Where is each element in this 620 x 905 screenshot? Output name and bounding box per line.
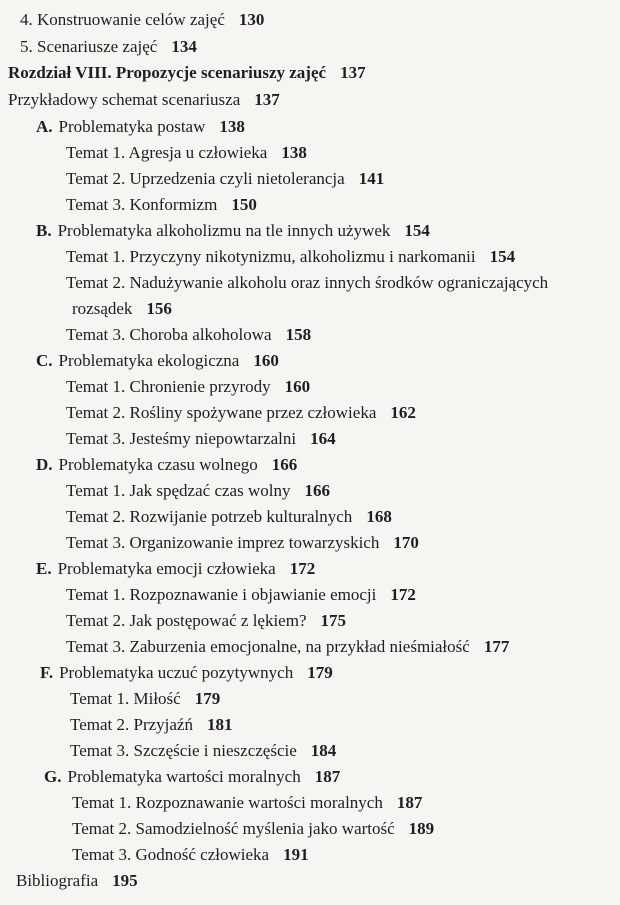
toc-topic [66,324,311,346]
toc-topic [70,740,336,762]
toc-page-number: 168 [366,507,392,526]
toc-topic [66,428,336,450]
toc-page-number: 154 [489,247,516,266]
toc-page-number: 170 [393,533,419,552]
toc-entry [8,89,280,111]
toc-page-number: 166 [271,455,298,474]
toc-entry-label: Problematyka czasu wolnego [58,455,258,474]
toc-section [36,558,315,580]
toc-topic [66,610,346,632]
toc-page-number: 191 [283,845,309,864]
toc-page-number: 158 [285,325,312,344]
toc-page-number: 160 [284,377,311,396]
toc-entry-label: Rozdział VIII. Propozycje scenariuszy zajęć [8,63,327,82]
toc-topic [66,506,392,528]
toc-topic [66,532,419,554]
toc-entry-label: Temat 3. Organizowanie imprez towarzyskich [66,533,380,552]
toc-topic-continuation [66,298,172,320]
toc-section-letter: B. [36,221,52,240]
toc-topic [66,246,515,268]
toc-page-number: 179 [307,663,333,682]
toc-entry-label: Temat 3. Szczęście i nieszczęście [70,741,297,760]
toc-section [44,766,340,788]
toc-page-number: 184 [310,741,337,760]
toc-section-letter: E. [36,559,52,578]
toc-section-letter: A. [36,117,53,136]
toc-page-number: 138 [281,143,307,162]
toc-section-letter: C. [36,351,53,370]
toc-entry-label: Problematyka uczuć pozytywnych [59,663,294,682]
toc-page-number: 130 [238,10,265,29]
toc-section [36,220,430,242]
toc-topic [66,584,416,606]
toc-topic [66,376,310,398]
toc-topic [70,714,232,736]
toc-entry-bibliography [16,870,138,892]
toc-section [36,116,245,138]
toc-entry-label: Problematyka ekologiczna [58,351,240,370]
toc-entry-label: Temat 3. Godność człowieka [72,845,270,864]
toc-topic [66,272,548,294]
toc-topic [66,480,330,502]
toc-page-number: 154 [404,221,430,240]
toc-entry-label: Temat 3. Choroba alkoholowa [66,325,272,344]
toc-page-number: 134 [171,37,197,56]
toc-topic [70,688,220,710]
toc-section-letter: D. [36,455,53,474]
toc-page-number: 156 [146,299,172,318]
toc-page-number: 137 [340,63,366,82]
toc-page-number: 175 [320,611,346,630]
toc-entry-label: Temat 2. Samodzielność myślenia jako wartość [72,819,395,838]
toc-page-number: 162 [390,403,416,422]
toc-topic [72,818,434,840]
toc-entry [20,9,264,31]
toc-entry-label: Temat 1. Chronienie przyrody [66,377,271,396]
toc-section-letter: G. [44,767,62,786]
toc-entry-label: 4. Konstruowanie celów zajęć [20,10,225,29]
toc-page-number: 160 [253,351,279,370]
toc-topic [66,142,307,164]
toc-entry-label: Temat 1. Miłość [70,689,181,708]
toc-section [40,662,333,684]
toc-entry-label: Temat 1. Agresja u człowieka [66,143,268,162]
toc-entry-label: Bibliografia [16,871,99,890]
toc-page-number: 179 [194,689,221,708]
toc-page-number: 189 [408,819,435,838]
toc-entry-label: Temat 1. Rozpoznawanie i objawianie emocji [66,585,377,604]
toc-entry-label: Temat 2. Uprzedzenia czyli nietolerancja [66,169,345,188]
toc-entry-label: Temat 3. Jesteśmy niepowtarzalni [66,429,297,448]
toc-entry-label: Temat 3. Zaburzenia emocjonalne, na przykład nieśmiałość [66,637,470,656]
toc-topic [66,194,257,216]
toc-entry-label: Temat 1. Rozpoznawanie wartości moralnych [72,793,383,812]
toc-page-number: 181 [206,715,233,734]
toc-entry-label: Temat 2. Jak postępować z lękiem? [66,611,307,630]
toc-page-number: 137 [254,90,280,109]
toc-entry-label: Temat 2. Rośliny spożywane przez człowieka [66,403,377,422]
toc-page-number: 187 [314,767,341,786]
toc-entry-label: Problematyka alkoholizmu na tle innych używek [57,221,391,240]
toc-entry-label: rozsądek [72,299,133,318]
toc-page-number: 195 [112,871,138,890]
toc-entry-label: Temat 2. Przyjaźń [70,715,193,734]
toc-entry-label: Temat 3. Konformizm [66,195,218,214]
toc-page-number: 172 [390,585,416,604]
toc-page-number: 177 [483,637,510,656]
toc-page-number: 187 [396,793,423,812]
toc-entry-label: Temat 1. Jak spędzać czas wolny [66,481,291,500]
toc-topic [66,168,384,190]
toc-section [36,454,297,476]
toc-topic [66,636,509,658]
toc-page-number: 138 [219,117,245,136]
toc-page-number: 150 [231,195,257,214]
toc-section-letter: F. [40,663,54,682]
toc-entry-label: Przykładowy schemat scenariusza [8,90,241,109]
toc-entry-label: Temat 1. Przyczyny nikotynizmu, alkoholizmu i narkomanii [66,247,476,266]
toc-page-number: 141 [358,169,385,188]
toc-entry-label: Problematyka postaw [58,117,206,136]
toc-entry-label: Problematyka emocji człowieka [57,559,276,578]
toc-entry-label: Problematyka wartości moralnych [67,767,301,786]
toc-page-number: 164 [310,429,336,448]
toc-entry-label: 5. Scenariusze zajęć [20,37,158,56]
toc-page-number: 172 [289,559,316,578]
toc-topic [66,402,416,424]
toc-chapter-heading [8,62,366,84]
toc-entry-label: Temat 2. Rozwijanie potrzeb kulturalnych [66,507,353,526]
toc-section [36,350,279,372]
toc-entry [20,36,197,58]
toc-page-number: 166 [304,481,330,500]
toc-entry-label: Temat 2. Nadużywanie alkoholu oraz innych środków ograniczających [66,273,549,292]
toc-topic [72,792,422,814]
toc-topic [72,844,309,866]
